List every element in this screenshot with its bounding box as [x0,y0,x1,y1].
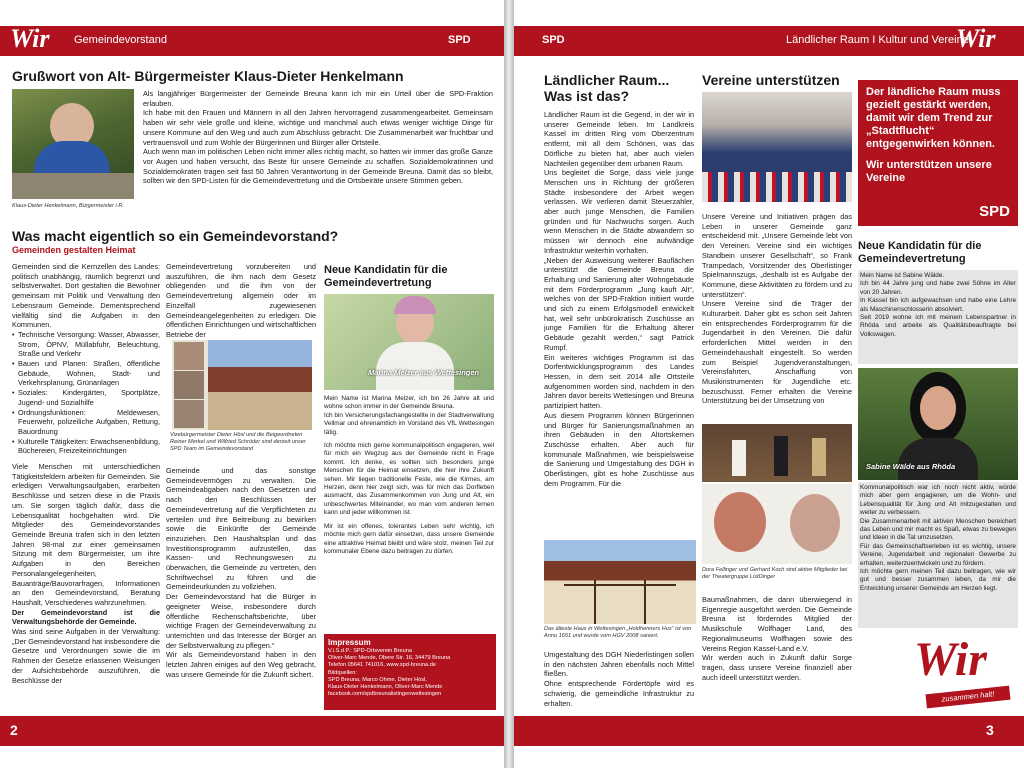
pair-caption: Dora Fellinger und Gerhard Koch sind aktive Mitglieder bei der Theatergruppe ListDinger [702,567,848,580]
vorstand-intro: Gemeinden sind die Kernzellen des Landes: politisch unabhängig, räumlich begrenzt und selbstverwaltet. Dort gestalten die Bewohner gemeinsam mit Politik und Verwaltung den Lebensraum Gemeinde. Dementsprechend vielfältig sind die Aufgaben in den Kommunen. [12,262,160,330]
laendlich-text [544,110,694,538]
laendlich-p2: Uns begleitet die Sorge, dass viele junge Menschen uns in Richtung der größeren Städte insbesondere der Arbeit wegen verlassen. Wir verlieren damit Steuerzahler, aber auch junge Menschen, die Familien gründen und für Nachwuchs sorgen. Auch wenn Menschen in die Städte abwandern so müssen wir dennoch eine aufwändige Infrastruktur weiterhin vorhalten. [544,168,694,255]
slogan-text-2: Wir unterstützen unsere Vereine [866,159,992,184]
vorstand-bold: Der Gemeindevorstand ist die Verwaltungsbehörde der Gemeinde. [12,607,160,627]
vorstand-col2-bottom [166,466,316,714]
page-right [514,0,1024,768]
task-item: • Bauen und Planen: Straßen, öffentliche Gebäude, Wohnen, Stadt- und Verkehrsplanung, Grünanlagen [12,359,160,388]
impressum-line: facebook.com/spdbreunalistingenwettesingen [328,691,442,698]
vorstand-p3: Was sind seine Aufgaben in der Verwaltung: „Der Gemeindevorstand hat insbesondere die Gesetze und Verordnungen sowie die im Rahmen der Gesetze erlassenen Weisungen der Aufsichtsbehörde auszuführen, die Beschlüsse der [12,627,160,685]
laendlich-p6: Umgestaltung des DGH Niederlistingen sollen in den nächsten Jahren ebenfalls noch Mittel fließen. [544,650,694,679]
laendlich-p4: Ein weiteres wichtiges Programm ist das Dorfentwicklungsprogramm des Landes Hessen, in dem seit 2014 alle Ortsteile aufgenommen worden sind, nachdem in den Jahren davor bereits Wettesingen und Breuna partizipiert hatten. [544,352,694,411]
task-item: • Technische Versorgung: Wasser, Abwasser, Strom, ÖPNV, Müllabfuhr, Beleuchtung, Straße und Verkehr [12,330,160,359]
page-number-right: 3 [986,722,994,738]
vereine-p3: Baumaßnahmen, die dann überwiegend in Eigenregie ausgeführt werden. Die Gemeinde Breuna ist förderndes Mitglied der Musikschule Wolfhager Land, des Regionalmuseums Wolfhagen sowie des Vereins Region Kassel-Land e.V. [702,595,852,653]
waelde-p4: Seit 2019 wohne ich mit meinem Lebenspartner in Rhöda und arbeite als Qualitätsbeauftragte bei Volkswagen. [860,314,1016,338]
header-right [514,26,1024,56]
greeting-text [143,89,493,224]
vereine-p1: Unsere Vereine und Initiativen prägen das Leben in unserer Gemeinde ganz entscheidend mit. „Unsere Gemeinde lebt von den Vereinen. Vereine sind ein wichtiges Standbein unserer Gesellschaft“, so Frank Trampedach, Vorsitzender des Oberlistinger Spielmannszugs, „deshalb ist es Aufgabe der Kommune, diese Aktivitäten zu fördern und zu unterstützen“. [702,212,852,299]
waelde-p2: Ich bin 44 Jahre jung und habe zwei Söhne im Alter von 20 Jahren. [860,280,1016,296]
candidate-text-right [860,484,1016,626]
vorstand-title: Was macht eigentlich so ein Gemeindevorstand? [12,228,339,244]
candidate-text-left [324,395,494,627]
task-item: • Ordnungsfunktionen: Meldewesen, Feuerwehr, polizeiliche Aufgaben, Rettung, Bauordnung [12,408,160,437]
greeting-p2: Ich habe mit den Frauen und Männern in all den Jahren hervorragend zusammengearbeitet. Gemeinsam haben wir sehr viele große und kleine, wichtige und manchmal auch etwas weniger wichtige Dinge für unsere Kommune auf den Weg und auch zum Abschluss gebracht. Die Zusammenarbeit war fruchtbar und vertrauensvoll und zum Wohle der Bürgerinnen und Bürger aller Ortsteile. [143,108,493,147]
melzer-p4: Mir ist ein offenes, tolerantes Leben sehr wichtig, ich möchte mich gern dafür einsetzen, dass unsere Gemeinde eine attraktive Heimat bleibt und wäre stolz, meinen Teil zur kommunaler Ebene dazu beitragen zu dürfen. [324,522,494,555]
vereine-p4: Wir werden auch in Zukunft dafür Sorge tragen, dass unsere Vereine finanziell aber auch ideell unterstützt werden. [702,653,852,682]
waelde-label: Sabine Wälde aus Rhöda [866,462,956,471]
header-brand-right: SPD [542,34,565,46]
melzer-p3: Ich möchte mich gerne kommunalpolitisch engagieren, weil für mich ein Wegzug aus der Gemeinde nicht in Frage kommt. Ich denke, es sollten sich besonders junge Menschen für die Heimat einsetzen, die hier ihre Zukunft sehen. Mir liegen traditionelle Feste, wie die Kirmes, am Herzen, denn hier zeigt sich, was für mich das Dorfleben ausmacht, das Zusammenkommen von Jung und Alt, ein unbeschwertes Miteinander, wo man vom anderen lernen kann und jeder willkommen ist. [324,442,494,517]
melzer-label: Marina Melzer aus Wettesingen [368,368,480,377]
greeting-p3: Auch wenn man im politischen Leben nicht immer alles richtig macht, so hatten wir immer das große Ganze vor Augen und haben versucht, das Beste für unsere Gemeinde zu schaffen. Sozialdemokratinnen und Sozialdemokraten tragen seit fast 50 Jahren Verantwortung in der Gemeinde Breuna. Damit das so bleibt, sollten wir den SPD-Listen für die Gemeindevertretung und die Ortsbeiräte unsere Stimmen geben. [143,147,493,186]
greeting-title: Grußwort von Alt- Bürgermeister Klaus-Dieter Henkelmann [12,68,404,84]
header-brand: SPD [448,34,471,46]
footer-left [0,716,504,746]
greeting-p1: Als langjähriger Bürgermeister der Gemeinde Breuna kann ich mir ein Urteil über die SPD-Fraktion erlauben. [143,89,493,108]
waelde-photo [858,368,1018,480]
vorstand-p2: Viele Menschen mit unterschiedlichen Tätigkeitsfeldern arbeiten für Gemeinden. Sie erledigen Verwaltungsaufgaben, erarbeiten Beschlüsse und setzen diese in die Praxis um. Sie sorgen täglich dafür, dass die Lebensqualität hochgehalten wird. Die Mitglieder des Gemeindevorstandes Gemeinde Breuna trafen sich in den letzten Jahren 98-mal zur einer gemeinsamen Sitzung mit dem Bürgermeister, um ihre Aufgaben in den Bereichen Personalangelegenheiten, Bauanträge/Bauvorarfragen, Informationen an den Gemeindevorstand, Beratung Haushalt, Verschiedenes wahrzunehmen. [12,462,160,607]
impressum-line: V.i.S.d.P.: SPD-Ortsverein Breuna [328,648,412,654]
vorstand-col2-p2: Gemeinde und das sonstige Gemeindevermögen zu verwalten. Die Gemeindeabgaben nach den Gesetzen und nach den Beschlüssen der Gemeindevertretung auf die Verpflichteten zu verteilen und ihre Beitreibung zu bewirken sowie die Einkünfte der Gemeinde einzuziehen. Den Haushaltsplan und das Investitionsprogramm aufzustellen, das Kassen- und Rechnungswesen zu überwachen, die Gemeinde zu vertreten, den Schriftwechsel zu führen und die Gemeindeurkunden zu vollziehen. [166,466,316,592]
tasks-list [12,330,160,456]
candidate-text-box [858,482,1018,628]
slogan-text-1: Der ländliche Raum muss gezielt gestärkt werden, damit wir dem Trend zur „Stadtflucht“ entgegenwirken können. [866,86,1001,150]
zusammen-halt-banner: zusammen halt! [925,686,1010,709]
task-item: • Soziales: Kindergärten, Sportplätze, Jugend- und Sozialhilfe [12,388,160,407]
vorstand-col2-p3: Der Gemeindevorstand hat die Bürger in geeigneter Weise, insbesondere durch öffentliche Rechenschaftsberichte, über wichtige Fragen der Gemeindeverwaltung zu unterrichten und das Interesse der Bürger an der Selbstverwaltung zu pflegen.“ [166,592,316,650]
impressum-title: Impressum [328,638,371,647]
candidate-title-left: Neue Kandidatin für die Gemeindevertretung [324,264,448,289]
melzer-photo [324,294,494,390]
laendlich-p1: Ländlicher Raum ist die Gegend, in der wir in unserer Gemeinde leben. Im Landkreis Kassel im dritten Ring vom Oberzentrum entfernt, mit all dem Schönen, was das Dörfliche zu bieten hat, aber auch vielen Nachteilen gegenüber dem urbanen Raum. [544,110,694,168]
laendlich-p3: „Neben der Ausweisung weiterer Bauflächen unterstützt die Gemeinde Breuna die Erhaltung und Sanierung alter Wohngebäude mit dem Förderprogramm „Jung kauft Alt“, welches von der SPD-Fraktion initiiert wurde und sich zu einem Erfolgsmodell entwickelt hat, weil sehr unbürokratisch Zuschüsse an junge Familien für die Erhaltung älterer Gebäude gezahlt werden,“ sagt Patrick Rumpf. [544,255,694,352]
laendlich-title: Ländlicher Raum... Was ist das? [544,72,670,104]
waelde-p6: Die Zusammenarbeit mit aktiven Menschen bereichert das Leben und mir macht es Spaß, etwas zu bewegen und Ideen in die Tat umzusetzen. [860,517,1016,542]
header-title-right: Ländlicher Raum I Kultur und Vereine [786,34,969,46]
task-item: • Kulturelle Tätigkeiten: Erwachsenenbildung, Büchereien, Freizeiteinrichtungen [12,437,160,456]
wir-logo: Wir [10,24,50,53]
vorstand-col1 [12,262,160,714]
henkelmann-photo [12,89,134,199]
laendlich-p5: Aus diesem Programm können Bürgerinnen und Bürger für Sanierungsmaßnahmen an ihren Gebäuden in den Altortskernen Zuschüsse erhalten. Aber auch für kommunale Maßnahmen, wie beispielsweise die Sanierung und Umgestaltung des DGH in Oberlistingen, gibt es hohe Zuschüsse aus dem Programm. Für die [544,410,694,488]
header-title: Gemeindevorstand [74,34,167,46]
laendlich-text-2 [544,650,694,712]
impressum-line: Telefon 05641 741016, www.spd-breuna.de [328,662,436,669]
henkelmann-caption: Klaus-Dieter Henkelmann, Bürgermeister i.R. [12,203,124,209]
impressum-line: SPD Breuna, Marco Ohme, Dieter Hösl, [328,676,427,683]
melzer-p1: Mein Name ist Marina Melzer, ich bin 26 Jahre alt und wohne schon immer in der Gemeinde Breuna. [324,395,494,411]
wir-logo-right: Wir [956,24,996,53]
candidate-info-box [858,270,1018,364]
vorstand-col2-p4: Wir als Gemeindevorstand haben in den letzten Jahren einiges auf den Weg gebracht, was unsere Gemeinde für die Zukunft sichert. [166,650,316,679]
vereine-text-2 [702,595,852,712]
team-photo [172,340,312,430]
impressum-lines [328,648,492,698]
impressum-line: Oliver-Marc Mende, Obere Str. 16, 34479 Breuna [328,655,451,662]
page-number-left: 2 [10,722,18,738]
header-left [0,26,504,56]
vereine-p2: Unsere Vereine sind die Träger der Kulturarbeit. Daher gibt es schon seit Jahren ein entsprechendes Förderprogramm für die Jugendarbeit in den Vereinen. Die dafür erforderlichen Mittel werden in den Gemeindehaushalt eingestellt. So werden zum Beispiel Jugendveranstaltungen, Vereinsfahrten, Anschaffung von Musikinstrumenten für Jugendliche etc. bezuschusst. Ferner erhalten die Vereine Unterstützung bei der Umsetzung von [702,299,852,406]
waelde-p5: Kommunalpolitisch war ich noch nicht aktiv, würde mich aber gern engagieren, um die Wohn- und Lebensqualität für Jung und Alt mitzugestalten und weiter zu verbessern. [860,484,1016,517]
house-caption: Das älteste Haus in Wettesingen „Holdhenners Hus“ ist von Anno 1651 und wurde vom HGV 2008 saniert. [544,626,692,639]
candidate-info-text [860,272,1016,362]
vereine-text [702,212,852,422]
page-gutter [504,0,514,768]
melzer-p2: Ich bin Versicherungsfachangestellte in der Stadtverwaltung Vellmar und ehrenamtlich im Vorstand des VfL Wettesingen tätig. [324,411,494,436]
footer-right [514,716,1024,746]
impressum-line: Klaus-Dieter Henkelmann, Oliver-Marc Mende [328,684,443,691]
candidate-title-right: Neue Kandidatin für die Gemeindevertretung [858,240,982,265]
waelde-p1: Mein Name ist Sabine Wälde. [860,272,945,279]
slogan-box [858,80,1018,226]
page-left [0,0,504,768]
fellinger-koch-photo [702,484,852,564]
theater-photo [702,424,852,482]
impressum-line: Bildquellen: [328,669,357,676]
impressum-box [324,634,496,710]
house-photo [544,540,696,624]
slogan-brand: SPD [979,203,1010,220]
marching-band-photo [702,92,852,202]
vorstand-col2-top: Gemeindevertretung vorzubereiten und auszuführen, die ihm nach dem Gesetz obliegenden und die ihm von der Gemeindevertretung allgemein oder im Einzelfall zugewiesenen Gemeindeangelegenheiten zu erledigen. Die öffentlichen Einrichtungen und wirtschaftlichen Betriebe der [166,262,316,338]
waelde-p7: Für das Gemeinschaftserleben ist es wichtig, unsere Vereine, Jugendarbeit und regionalen Gewerbe zu erhalten, weiterzuentwickeln und zu fördern. [860,542,1016,567]
waelde-p8: Ich möchte gern meinen Teil dazu beitragen, wie wir gut und besser zusammen leben, da mir die Entwicklung unserer Gemeinde am Herzen liegt. [860,568,1016,592]
vereine-title: Vereine unterstützen [702,72,840,88]
team-caption: Vizebürgermeister Dieter Hösl und die Beigeordneten Reiner Merkel und Wilfried Schröder sind derzeit unser SPD Team im Gemeindevorstand [170,432,306,452]
laendlich-p7: Ohne entsprechende Fördertöpfe wird es schwierig, die gemeindliche Infrastruktur zu erhalten. [544,679,694,708]
wir-big-logo: Wir [914,633,987,686]
vorstand-subtitle: Gemeinden gestalten Heimat [12,245,136,255]
waelde-p3: In Kassel bin ich aufgewachsen und habe eine Lehre als Maschinenschlosserin absolviert. [860,297,1016,313]
